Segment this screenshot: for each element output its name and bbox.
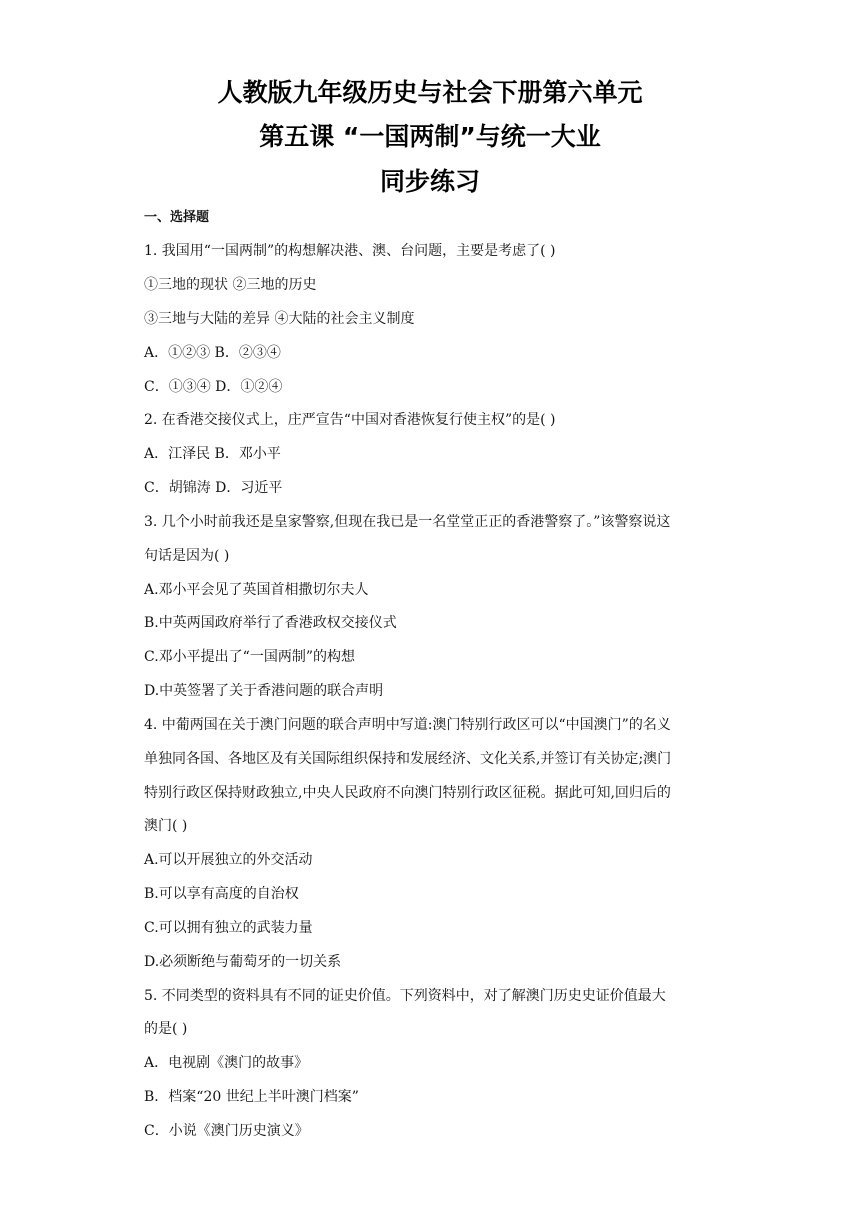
question-4-option-b: B.可以享有高度的自治权 — [144, 886, 299, 902]
question-1-stem: 1. 我国用“一国两制”的构想解决港、澳、台问题，主要是考虑了( ) — [144, 243, 556, 259]
section-heading: 一、选择题 — [144, 210, 210, 225]
question-4-stem-cont-1: 单独同各国、各地区及有关国际组织保持和发展经济、文化关系,并签订有关协定;澳门 — [144, 751, 672, 767]
question-3-stem: 3. 几个小时前我还是皇家警察,但现在我已是一名堂堂正正的香港警察了。”该警察说这 — [144, 514, 671, 530]
question-2-options-ab: A．江泽民 B．邓小平 — [144, 446, 281, 462]
question-5-stem-cont: 的是( ) — [144, 1021, 188, 1037]
question-5-stem: 5. 不同类型的资料具有不同的证史价值。下列资料中，对了解澳门历史史证价值最大 — [144, 988, 666, 1004]
question-4-stem-cont-3: 澳门( ) — [144, 818, 188, 834]
question-5-option-a: A．电视剧《澳门的故事》 — [144, 1055, 309, 1071]
question-1-options-ab: A．①②③ B．②③④ — [144, 345, 281, 361]
question-1-statements-b: ③三地与大陆的差异 ④大陆的社会主义制度 — [144, 311, 415, 327]
question-2-stem: 2. 在香港交接仪式上，庄严宣告“中国对香港恢复行使主权”的是( ) — [144, 412, 556, 428]
question-3-option-c: C.邓小平提出了“一国两制”的构想 — [144, 649, 355, 665]
question-3-stem-cont: 句话是因为( ) — [144, 548, 230, 564]
question-4-stem-cont-2: 特别行政区保持财政独立,中央人民政府不向澳门特别行政区征税。据此可知,回归后的 — [144, 785, 671, 801]
question-4-option-c: C.可以拥有独立的武装力量 — [144, 920, 313, 936]
question-3-option-a: A.邓小平会见了英国首相撒切尔夫人 — [144, 582, 369, 598]
document-title-line-3: 同步练习 — [379, 167, 480, 196]
question-4-stem: 4. 中葡两国在关于澳门问题的联合声明中写道:澳门特别行政区可以“中国澳门”的名义 — [144, 717, 671, 733]
question-4-option-d: D.必须断绝与葡萄牙的一切关系 — [144, 954, 342, 970]
question-2-options-cd: C．胡锦涛 D．习近平 — [144, 480, 283, 496]
document-title-line-2: 第五课 “一国两制”与统一大业 — [259, 122, 601, 151]
question-5-option-c: C．小说《澳门历史演义》 — [144, 1123, 309, 1139]
document-title-line-1: 人教版九年级历史与社会下册第六单元 — [217, 78, 643, 107]
question-3-option-b: B.中英两国政府举行了香港政权交接仪式 — [144, 615, 397, 631]
question-3-option-d: D.中英签署了关于香港问题的联合声明 — [144, 683, 384, 699]
question-4-option-a: A.可以开展独立的外交活动 — [144, 852, 313, 868]
question-1-options-cd: C．①③④ D．①②④ — [144, 379, 283, 395]
question-5-option-b: B．档案“20 世纪上半叶澳门档案” — [144, 1089, 359, 1105]
question-1-statements-a: ①三地的现状 ②三地的历史 — [144, 277, 317, 293]
